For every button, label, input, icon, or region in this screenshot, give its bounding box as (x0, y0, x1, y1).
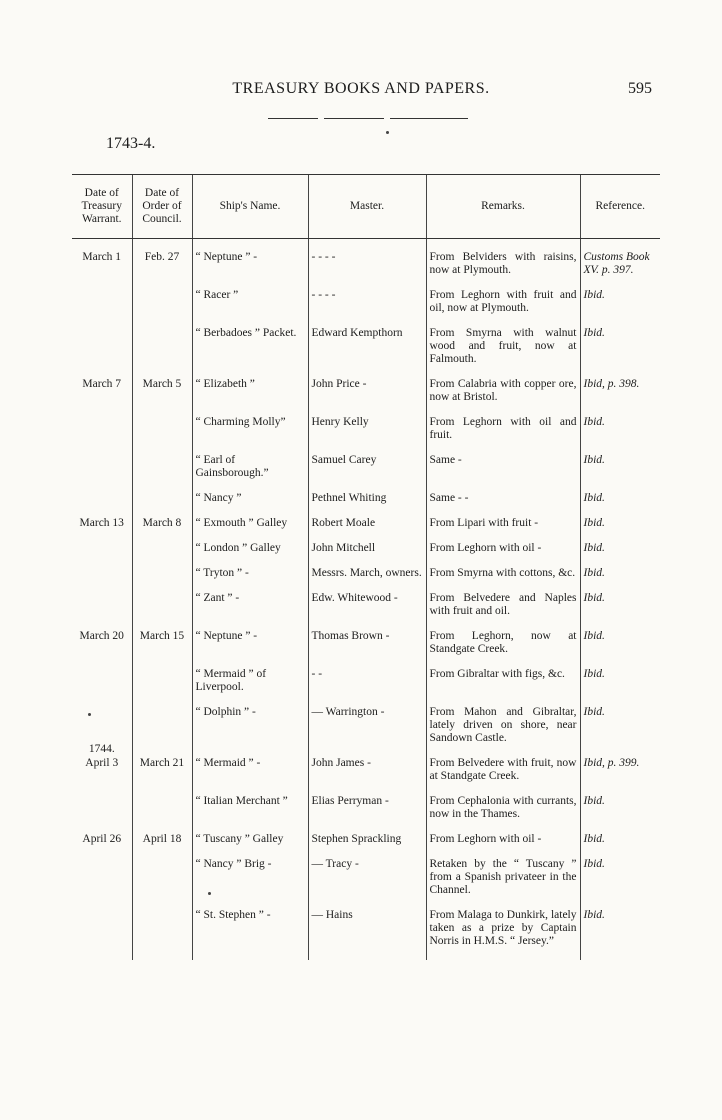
reference-cell: Ibid. (580, 858, 660, 909)
master-cell: — Tracy - (308, 858, 426, 909)
warrant-date-cell (72, 289, 132, 327)
order-date-cell (132, 454, 192, 492)
warrant-date-cell (72, 795, 132, 833)
table-row (72, 567, 660, 592)
warrant-date-cell: April 26 (82, 833, 122, 845)
remarks-cell: From Belvedere with fruit, now at Standgate Creek. (426, 757, 580, 795)
reference-cell: Ibid. (580, 795, 660, 833)
reference-cell: Ibid. (580, 833, 660, 858)
table-row (72, 757, 660, 795)
ship-name-cell: “ Earl of Gainsborough.” (192, 454, 308, 492)
warrant-date-cell: March 20 (79, 630, 124, 642)
warrant-date-cell: March 1 (82, 251, 122, 263)
reference-cell: Ibid. (580, 909, 660, 960)
warrant-date-cell (72, 567, 132, 592)
table-header (72, 175, 660, 239)
table-row (72, 833, 660, 858)
order-date-cell (132, 416, 192, 454)
warrant-date-cell (72, 858, 132, 909)
master-cell: Samuel Carey (308, 454, 426, 492)
table-row (72, 517, 660, 542)
order-date-cell (132, 567, 192, 592)
reference-cell: Ibid. (580, 567, 660, 592)
ship-name-cell: “ St. Stephen ” - (192, 909, 308, 960)
master-cell: Edw. Whitewood - (308, 592, 426, 630)
table-row (72, 592, 660, 630)
running-head (0, 80, 722, 102)
master-cell: — Hains (308, 909, 426, 960)
ship-name-cell: “ Exmouth ” Galley (192, 517, 308, 542)
table-row (72, 492, 660, 517)
reference-cell: Ibid. (580, 592, 660, 630)
remarks-cell: Retaken by the “ Tuscany ” from a Spanish privateer in the Channel. (426, 858, 580, 909)
reference-cell: Customs Book XV. p. 397. (580, 251, 660, 289)
reference-cell: Ibid. (580, 668, 660, 706)
remarks-cell: From Gibraltar with figs, &c. (426, 668, 580, 706)
column-header-reference: Reference. (580, 175, 660, 239)
table-row (72, 909, 660, 960)
master-cell: Edward Kempthorn (308, 327, 426, 378)
order-date-cell: March 8 (132, 517, 192, 542)
warrant-date-cell (72, 668, 132, 706)
table-row (72, 542, 660, 567)
warrant-date-cell (72, 743, 132, 795)
column-header-remarks: Remarks. (426, 175, 580, 239)
column-header-ship: Ship's Name. (192, 175, 308, 239)
master-cell: Henry Kelly (308, 416, 426, 454)
order-date-cell (132, 542, 192, 567)
printer-dot (208, 892, 211, 895)
ship-name-cell: “ Berbadoes ” Packet. (192, 327, 308, 378)
ornamental-rule (268, 118, 468, 122)
table-row (72, 858, 660, 909)
page-title: TREASURY BOOKS AND PAPERS. (232, 80, 490, 97)
reference-cell: Ibid, p. 399. (580, 757, 660, 795)
table-body (72, 239, 660, 961)
order-date-cell (132, 592, 192, 630)
remarks-cell: From Leghorn with fruit and oil, now at Plymouth. (426, 289, 580, 327)
master-cell: Elias Perryman - (308, 795, 426, 833)
reference-cell: Ibid. (580, 517, 660, 542)
master-cell: Thomas Brown - (308, 630, 426, 668)
order-date-cell (132, 706, 192, 757)
warrant-date-cell (72, 542, 132, 567)
remarks-cell: From Mahon and Gibraltar, lately driven on shore, near Sandown Castle. (426, 706, 580, 757)
table-row (72, 416, 660, 454)
column-header-warrant-date: Date of Treasury Warrant. (72, 175, 132, 239)
reference-cell: Ibid, p. 398. (580, 378, 660, 416)
reference-cell: Ibid. (580, 416, 660, 454)
order-date-cell (132, 909, 192, 960)
year-label: 1744. (88, 743, 115, 755)
ship-name-cell: “ Elizabeth ” (192, 378, 308, 416)
ship-name-cell: “ Tuscany ” Galley (192, 833, 308, 858)
reference-cell: Ibid. (580, 542, 660, 567)
warrant-date-cell: March 13 (79, 517, 124, 529)
ship-name-cell: “ London ” Galley (192, 542, 308, 567)
ship-name-cell: “ Dolphin ” - (192, 706, 308, 757)
remarks-cell: From Smyrna with cottons, &c. (426, 567, 580, 592)
reference-cell: Ibid. (580, 630, 660, 668)
reference-cell: Ibid. (580, 706, 660, 757)
order-date-cell (132, 492, 192, 517)
table-spacer (72, 239, 660, 252)
order-date-cell (132, 795, 192, 833)
order-date-cell (132, 858, 192, 909)
year-heading: 1743-4. (106, 135, 156, 152)
reference-cell: Ibid. (580, 492, 660, 517)
ship-name-cell: “ Nancy ” (192, 492, 308, 517)
remarks-cell: From Belviders with raisins, now at Plymouth. (426, 251, 580, 289)
master-cell: Stephen Sprackling (308, 833, 426, 858)
order-date-cell: April 18 (132, 833, 192, 858)
page-number: 595 (628, 80, 652, 97)
table-row (72, 454, 660, 492)
table-row (72, 327, 660, 378)
master-cell: — Warrington - (308, 706, 426, 757)
remarks-cell: From Cephalonia with currants, now in the Thames. (426, 795, 580, 833)
master-cell: - - (308, 668, 426, 706)
master-cell: Messrs. March, owners. (308, 567, 426, 592)
ship-name-cell: “ Mermaid ” of Liverpool. (192, 668, 308, 706)
warrant-date: April 3 (85, 757, 119, 769)
order-date-cell: March 15 (132, 630, 192, 668)
ship-name-cell: “ Charming Molly” (192, 416, 308, 454)
ship-name-cell: “ Zant ” - (192, 592, 308, 630)
remarks-cell: From Malaga to Dunkirk, lately taken as a prize by Captain Norris in H.M.S. “ Jersey.” (426, 909, 580, 960)
order-date-cell (132, 289, 192, 327)
warrant-date-cell (72, 492, 132, 517)
table-row (72, 668, 660, 706)
printer-dot (386, 131, 389, 134)
reference-cell: Ibid. (580, 289, 660, 327)
order-date-cell (132, 327, 192, 378)
warrants-table (72, 174, 660, 960)
remarks-cell: From Leghorn with oil - (426, 542, 580, 567)
remarks-cell: Same - (426, 454, 580, 492)
remarks-cell: From Lipari with fruit - (426, 517, 580, 542)
ship-name-cell: “ Neptune ” - (192, 630, 308, 668)
master-cell: John Price - (308, 378, 426, 416)
column-header-order-date: Date of Order of Council. (132, 175, 192, 239)
reference-cell: Ibid. (580, 327, 660, 378)
warrant-date-cell (72, 909, 132, 960)
warrant-date-cell: March 7 (82, 378, 122, 390)
column-header-master: Master. (308, 175, 426, 239)
ship-name-cell: “ Mermaid ” - (192, 757, 308, 795)
remarks-cell: From Leghorn with oil and fruit. (426, 416, 580, 454)
master-cell: John James - (308, 757, 426, 795)
warrant-date-cell (72, 327, 132, 378)
order-date-cell: March 21 (132, 757, 192, 795)
order-date-cell (132, 668, 192, 706)
ship-name-cell: “ Neptune ” - (192, 251, 308, 289)
order-date-cell: Feb. 27 (132, 251, 192, 289)
table-row (72, 251, 660, 289)
master-cell: - - - - (308, 251, 426, 289)
master-cell: Pethnel Whiting (308, 492, 426, 517)
master-cell: Robert Moale (308, 517, 426, 542)
remarks-cell: From Leghorn, now at Standgate Creek. (426, 630, 580, 668)
remarks-cell: From Smyrna with walnut wood and fruit, now at Falmouth. (426, 327, 580, 378)
remarks-cell: Same - - (426, 492, 580, 517)
warrant-date-cell (72, 592, 132, 630)
remarks-cell: From Calabria with copper ore, now at Bristol. (426, 378, 580, 416)
warrant-date-cell (72, 416, 132, 454)
ship-name-cell: “ Nancy ” Brig - (192, 858, 308, 909)
table-row (72, 378, 660, 416)
printer-dot (88, 713, 91, 716)
table-row (72, 289, 660, 327)
ship-name-cell: “ Racer ” (192, 289, 308, 327)
master-cell: - - - - (308, 289, 426, 327)
ship-name-cell: “ Tryton ” - (192, 567, 308, 592)
reference-cell: Ibid. (580, 454, 660, 492)
table-row (72, 706, 660, 757)
remarks-cell: From Belvedere and Naples with fruit and oil. (426, 592, 580, 630)
warrant-date-cell (72, 454, 132, 492)
master-cell: John Mitchell (308, 542, 426, 567)
table-row (72, 795, 660, 833)
ship-name-cell: “ Italian Merchant ” (192, 795, 308, 833)
order-date-cell: March 5 (132, 378, 192, 416)
table-row (72, 630, 660, 668)
remarks-cell: From Leghorn with oil - (426, 833, 580, 858)
